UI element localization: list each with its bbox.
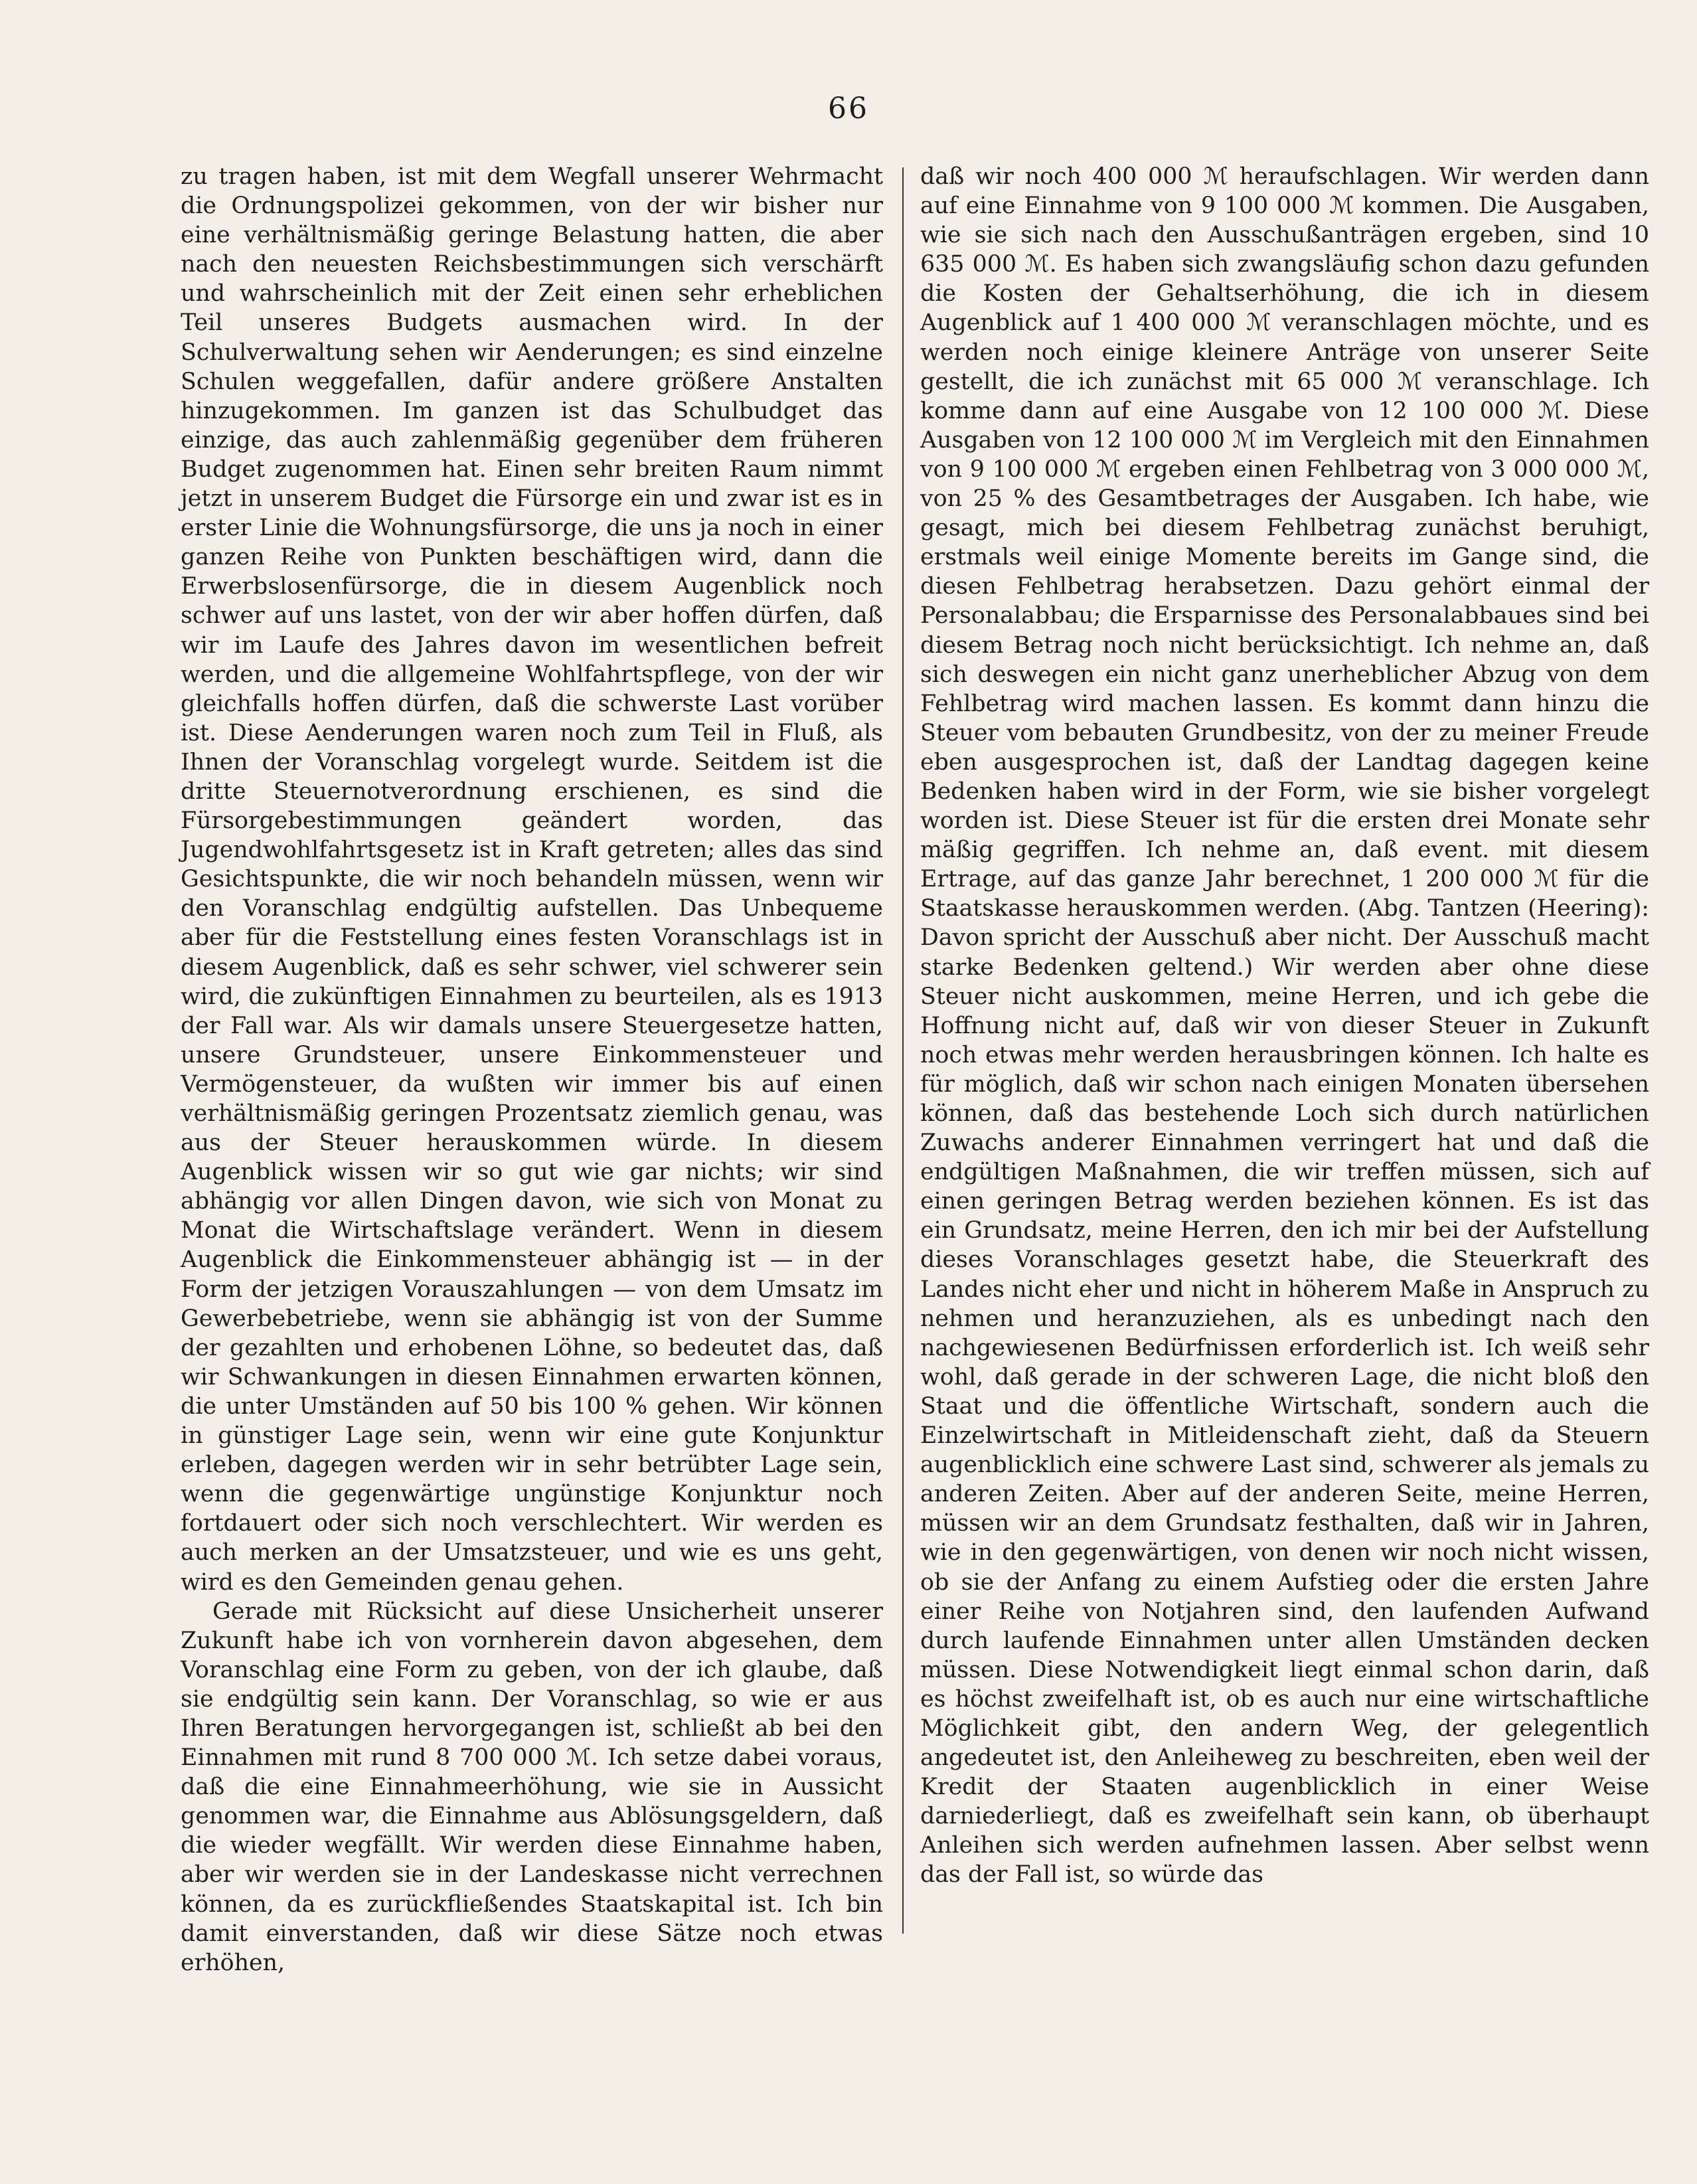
column-divider — [902, 167, 904, 1934]
paragraph: zu tragen haben, ist mit dem Wegfall unserer Wehrmacht die Ordnungspolizei gekommen, von der wir bisher nur eine verhältnismäßig geringe Belastung hatten, die aber nach den neuesten Reichsbestimmungen sich verschärft und wahrscheinlich mit der Zeit einen sehr erheblichen Teil unseres Budgets ausmachen wird. In der Schulverwaltung sehen wir Aenderungen; es sind einzelne Schulen weggefallen, dafür andere größere Anstalten hinzugekommen. Im ganzen ist das Schulbudget das einzige, das auch zahlenmäßig gegenüber dem früheren Budget zugenommen hat. Einen sehr breiten Raum nimmt jetzt in unserem Budget die Fürsorge ein und zwar ist es in erster Linie die Wohnungsfürsorge, die uns ja noch in einer ganzen Reihe von Punkten beschäftigen wird, dann die Erwerbslosenfürsorge, die in diesem Augenblick noch schwer auf uns lastet, von der wir aber hoffen dürfen, daß wir im Laufe des Jahres davon im wesentlichen befreit werden, und die allgemeine Wohlfahrtspflege, von der wir gleichfalls hoffen dürfen, daß die schwerste Last vorüber ist. Diese Aenderungen waren noch zum Teil in Fluß, als Ihnen der Voranschlag vorgelegt wurde. Seitdem ist die dritte Steuernotverordnung erschienen, es sind die Fürsorgebestimmungen geändert worden, das Jugendwohlfahrtsgesetz ist in Kraft getreten; alles das sind Gesichtspunkte, die wir noch behandeln müssen, wenn wir den Voranschlag endgültig aufstellen. Das Unbequeme aber für die Feststellung eines festen Voranschlags ist in diesem Augenblick, daß es sehr schwer, viel schwerer sein wird, die zukünftigen Einnahmen zu beurteilen, als es 1913 der Fall war. Als wir damals unsere Steuergesetze hatten, unsere Grundsteuer, unsere Einkommensteuer und Vermögensteuer, da wußten wir immer bis auf einen verhältnismäßig geringen Prozentsatz ziemlich genau, was aus der Steuer herauskommen würde. In diesem Augenblick wissen wir so gut wie gar nichts; wir sind abhängig vor allen Dingen davon, wie sich von Monat zu Monat die Wirtschaftslage verändert. Wenn in diesem Augenblick die Einkommensteuer abhängig ist — in der Form der jetzigen Vorauszahlungen — von dem Umsatz im Gewerbebetriebe, wenn sie abhängig ist von der Summe der gezahlten und erhobenen Löhne, so bedeutet das, daß wir Schwankungen in diesen Einnahmen erwarten können, die unter Umständen auf 50 bis 100 % gehen. Wir können in günstiger Lage sein, wenn wir eine gute Konjunktur erleben, dagegen werden wir in sehr betrübter Lage sein, wenn die gegenwärtige ungünstige Konjunktur noch fortdauert oder sich noch verschlechtert. Wir werden es auch merken an der Umsatzsteuer, und wie es uns geht, wird es den Gemeinden genau gehen. — [181, 163, 883, 1596]
text-column-left — [181, 162, 883, 1977]
page-number: 66 — [828, 92, 869, 126]
paragraph: daß wir noch 400 000 ℳ heraufschlagen. Wir werden dann auf eine Einnahme von 9 100 000 ℳ kommen. Die Ausgaben, wie sie sich nach den Ausschußanträgen ergeben, sind 10 635 000 ℳ. Es haben sich zwangsläufig schon dazu gefunden die Kosten der Gehaltserhöhung, die ich in diesem Augenblick auf 1 400 000 ℳ veranschlagen möchte, und es werden noch einige kleinere Anträge von unserer Seite gestellt, die ich zunächst mit 65 000 ℳ veranschlage. Ich komme dann auf eine Ausgabe von 12 100 000 ℳ. Diese Ausgaben von 12 100 000 ℳ im Vergleich mit den Einnahmen von 9 100 000 ℳ ergeben einen Fehlbetrag von 3 000 000 ℳ, von 25 % des Gesamtbetrages der Ausgaben. Ich habe, wie gesagt, mich bei diesem Fehlbetrag zunächst beruhigt, erstmals weil einige Momente bereits im Gange sind, die diesen Fehlbetrag herabsetzen. Dazu gehört einmal der Personalabbau; die Ersparnisse des Personalabbaues sind bei diesem Betrag noch nicht berücksichtigt. Ich nehme an, daß sich deswegen ein nicht ganz unerheblicher Abzug von dem Fehlbetrag wird machen lassen. Es kommt dann hinzu die Steuer vom bebauten Grundbesitz, von der zu meiner Freude eben ausgesprochen ist, daß der Landtag dagegen keine Bedenken haben wird in der Form, wie sie bisher vorgelegt worden ist. Diese Steuer ist für die ersten drei Monate sehr mäßig gegriffen. Ich nehme an, daß event. mit diesem Ertrage, auf das ganze Jahr berechnet, 1 200 000 ℳ für die Staatskasse herauskommen werden. (Abg. Tantzen (Heering): Davon spricht der Ausschuß aber nicht. Der Ausschuß macht starke Bedenken geltend.) Wir werden aber ohne diese Steuer nicht auskommen, meine Herren, und ich gebe die Hoffnung nicht auf, daß wir von dieser Steuer in Zukunft noch etwas mehr werden herausbringen können. Ich halte es für möglich, daß wir schon nach einigen Monaten übersehen können, daß das bestehende Loch sich durch natürlichen Zuwachs anderer Einnahmen verringert hat und daß die endgültigen Maßnahmen, die wir treffen müssen, sich auf einen geringen Betrag werden beziehen können. Es ist das ein Grundsatz, meine Herren, den ich mir bei der Aufstellung dieses Voranschlages gesetzt habe, die Steuerkraft des Landes nicht eher und nicht in höherem Maße in Anspruch zu nehmen und heranzuziehen, als es unbedingt nach den nachgewiesenen Bedürfnissen erforderlich ist. Ich weiß sehr wohl, daß gerade in der schweren Lage, die nicht bloß den Staat und die öffentliche Wirtschaft, sondern auch die Einzelwirtschaft in Mitleidenschaft zieht, daß da Steuern augenblicklich eine schwere Last sind, schwerer als jemals zu anderen Zeiten. Aber auf der anderen Seite, meine Herren, müssen wir an dem Grundsatz festhalten, daß wir in Jahren, wie in den gegenwärtigen, von denen wir noch nicht wissen, ob sie der Anfang zu einem Aufstieg oder die ersten Jahre einer Reihe von Notjahren sind, den laufenden Aufwand durch laufende Einnahmen unter allen Umständen decken müssen. Diese Notwendigkeit liegt einmal schon darin, daß es höchst zweifelhaft ist, ob es auch nur eine wirtschaftliche Möglichkeit gibt, den andern Weg, der gelegentlich angedeutet ist, den Anleiheweg zu beschreiten, eben weil der Kredit der Staaten augenblicklich in einer Weise darniederliegt, daß es zweifelhaft sein kann, ob überhaupt Anleihen sich werden aufnehmen lassen. Aber selbst wenn das der Fall ist, so würde das — [920, 163, 1649, 1889]
paragraph: Gerade mit Rücksicht auf diese Unsicherheit unserer Zukunft habe ich von vornherein davon abgesehen, dem Voranschlag eine Form zu geben, von der ich glaube, daß sie endgültig sein kann. Der Voranschlag, so wie er aus Ihren Beratungen hervorgegangen ist, schließt ab bei den Einnahmen mit rund 8 700 000 ℳ. Ich setze dabei voraus, daß die eine Einnahmeerhöhung, wie sie in Aussicht genommen war, die Einnahme aus Ablösungsgeldern, daß die wieder wegfällt. Wir werden diese Einnahme haben, aber wir werden sie in der Landeskasse nicht verrechnen können, da es zurückfließendes Staatskapital ist. Ich bin damit einverstanden, daß wir diese Sätze noch etwas erhöhen, — [181, 1598, 883, 1976]
text-column-right — [920, 162, 1649, 1890]
